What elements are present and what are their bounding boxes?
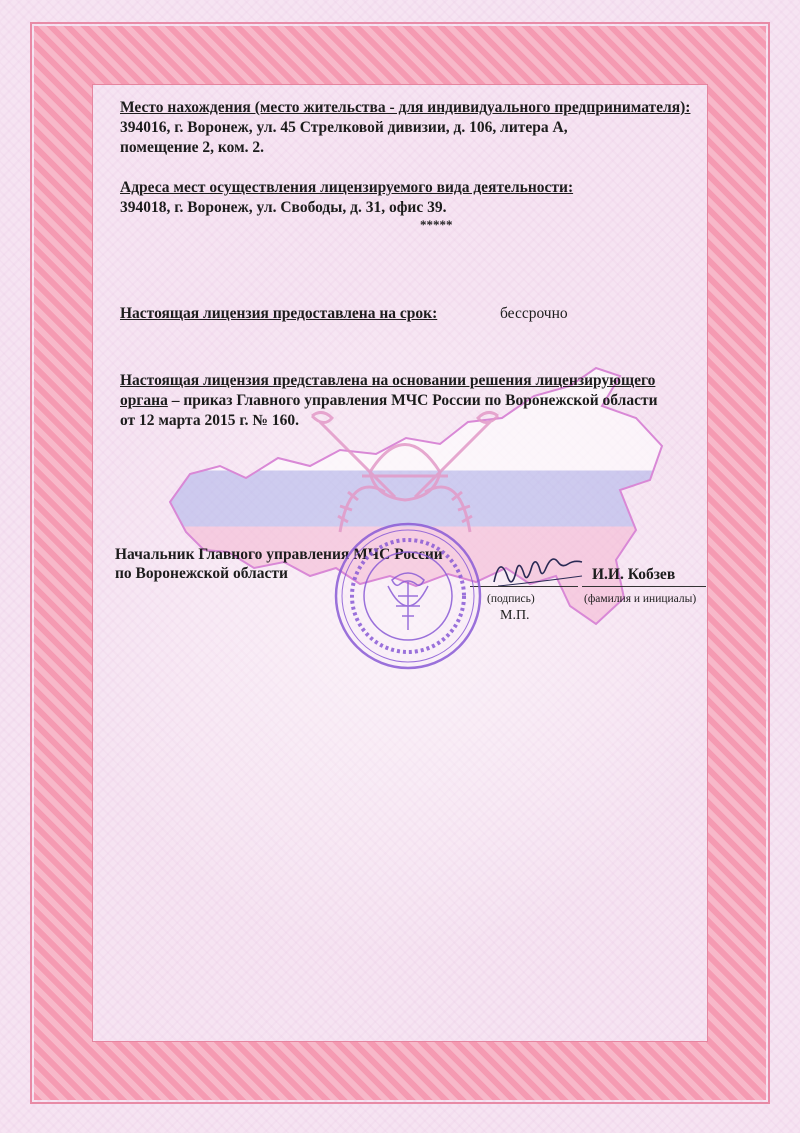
signer-title-line-1: Начальник Главного управления МЧС России xyxy=(115,546,443,563)
location-line-1: 394016, г. Воронеж, ул. 45 Стрелковой дивизии, д. 106, литера А, xyxy=(120,119,568,136)
term-value: бессрочно xyxy=(500,305,568,322)
signature-caption: (подпись) xyxy=(487,593,535,605)
stamp-place-mark: М.П. xyxy=(500,608,530,623)
signer-name: И.И. Кобзев xyxy=(592,566,676,583)
basis-line-1: Настоящая лицензия представлена на основании решения лицензирующего xyxy=(120,372,656,389)
name-caption: (фамилия и инициалы) xyxy=(584,593,697,605)
addresses-value: 394018, г. Воронеж, ул. Свободы, д. 31, офис 39. xyxy=(120,199,447,216)
handwritten-signature xyxy=(488,548,588,594)
official-seal-stamp xyxy=(332,520,484,672)
signer-title-line-2: по Воронежской области xyxy=(115,565,288,582)
name-line xyxy=(582,586,706,587)
basis-line-2 xyxy=(120,391,658,411)
basis-line-3: от 12 марта 2015 г. № 160. xyxy=(120,412,299,429)
basis-organ-word: органа xyxy=(120,392,168,409)
basis-order-text: – приказ Главного управления МЧС России по Воронежской области xyxy=(167,392,658,409)
separator-stars: ***** xyxy=(420,217,453,232)
addresses-label: Адреса мест осуществления лицензируемого вида деятельности: xyxy=(120,179,574,196)
term-label: Настоящая лицензия предоставлена на срок: xyxy=(120,305,438,322)
signature-line xyxy=(470,586,578,587)
location-label: Место нахождения (место жительства - для индивидуального предпринимателя): xyxy=(120,99,691,116)
location-line-2: помещение 2, ком. 2. xyxy=(120,139,265,156)
